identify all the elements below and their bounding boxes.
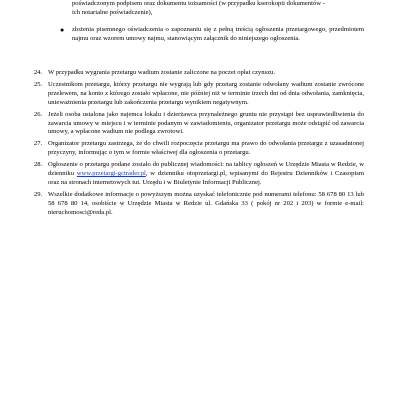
item-text: [48, 161, 364, 188]
list-item-29: [34, 191, 364, 218]
item-text: Jeżeli osoba ustalona jako najemca lokalu i dzierżawca przynależnego gruntu nie przystąpi bez usprawiedliwienia do zawarcia umowy w miejscu i w terminie podanym w zawiadomieniu, organizator przetargu może odstąpić od zawarcia umowy, a wpłacone wadium nie podlega zwrotowi.: [48, 110, 364, 136]
item-number: 27.: [34, 140, 43, 148]
bullet-line-1: poświadczonym podpisem oraz dokumentu tożsamości (w przypadku kserokopii dokumentów -: [72, 0, 325, 7]
list-item-27: [34, 140, 364, 158]
numbered-list: [34, 69, 364, 221]
list-item-26: [34, 111, 364, 138]
item-text: W przypadku wygrania przetargu wadium zostanie zaliczone na poczet opłat czynszu.: [48, 69, 275, 76]
item-number: 26.: [34, 110, 43, 118]
item-text: Uczestnikom przetargu, którzy przetargu nie wygrają lub gdy przetarg zostanie odwołany wadium zostanie zwrócone przelewem, na konto z którego zostało wpłacone, nie później niż w terminie trzech dni od dnia odwołania, zamknięcia, unieważnienia przetargu lub zakończenia przetargu wynikiem negatywnym.: [48, 81, 364, 106]
item-text-before-link: Ogłoszenie o przetargu podane zostało do publicznej wiadomości: na tablicy ogłoszeń w Urzędzie Miasta w Redzie, w dzienniku: [48, 161, 364, 178]
item-text: Wszelkie dodatkowe informacje o powyższym można uzyskać telefonicznie pod numerami telefonu: 58 678 80 13 lub 58 678 80 14, osobiście w Urzędzie Miasta w Redzie ul. Gdańska 33 ( pokój nr 202 i 203) w formie e-mail: nieruchomosci@reda.pl.: [48, 191, 364, 216]
bullet-text: złożenia pisemnego oświadczenia o zapoznaniu się z pełną treścią ogłoszenia przetargowego, przedmiotem najmu oraz wzorem umowy najmu, stanowiącym załącznik do niniejszego ogłoszenia.: [72, 25, 364, 42]
bullet-item: [60, 26, 364, 44]
item-number: 24.: [34, 69, 43, 76]
item-text: Organizator przetargu zastrzega, że do chwili rozpoczęcia przetargu ma prawo do odwołania przetargu z uzasadnionej przyczyny, informując o tym w formie właściwej dla ogłoszenia o przetargu.: [48, 140, 364, 157]
bullet-dot-icon: ●: [60, 25, 65, 34]
bullet-line-2: ich notarialne poświadczenie),: [72, 8, 153, 16]
item-text-after-link: , w dzienniku otoprzetargi.pl, wpisanymi do Rejestru Dzienników i Czasopism oraz na stronach internetowych tut. Urzędu i w Biuletynie Informacji Publicznej.: [48, 170, 364, 187]
item-number: 25.: [34, 81, 43, 89]
list-item-24: [34, 69, 364, 78]
item-number: 28.: [34, 161, 43, 169]
bullet-list: [60, 0, 364, 43]
list-item-28: [34, 161, 364, 188]
list-item-25: [34, 81, 364, 108]
item-number: 29.: [34, 191, 43, 199]
trader-link[interactable]: www.przetargi-gctrader.pl: [76, 170, 146, 178]
bullet-item-continued: [60, 0, 364, 18]
